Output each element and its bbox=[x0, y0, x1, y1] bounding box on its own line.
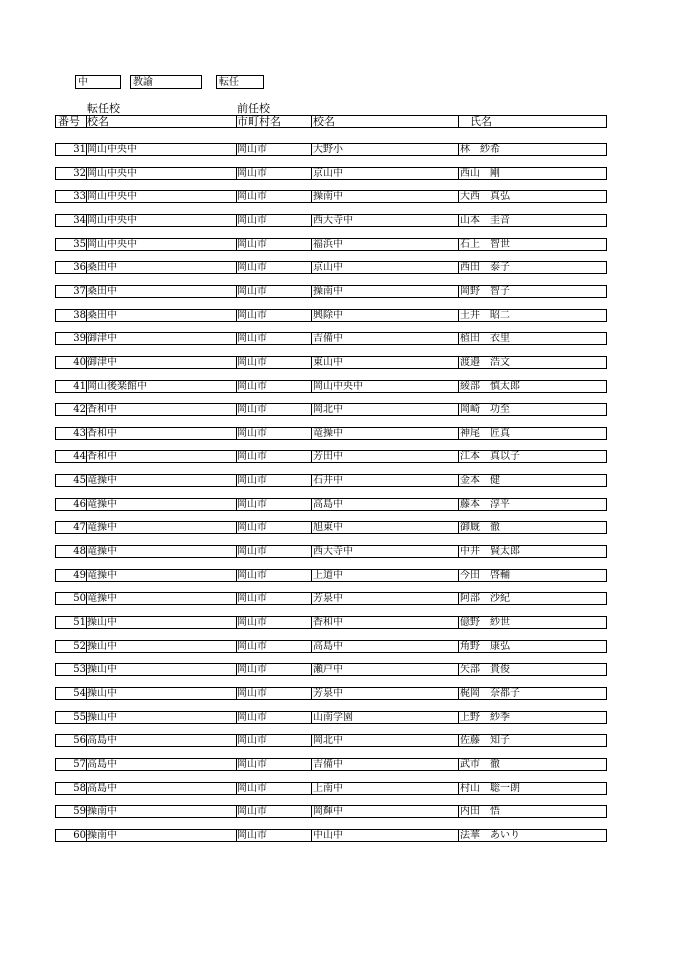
table-row bbox=[55, 427, 607, 440]
table-row bbox=[55, 663, 607, 676]
row-new-school: 竜操中 bbox=[87, 522, 117, 534]
row-teacher-name: 石上 智世 bbox=[460, 238, 510, 250]
row-new-school: 香和中 bbox=[87, 427, 117, 439]
row-number: 60 bbox=[73, 829, 86, 841]
table-row bbox=[55, 829, 607, 842]
row-teacher-name: 林 紗希 bbox=[460, 144, 500, 155]
row-prev-school: 香和中 bbox=[313, 617, 343, 628]
row-prev-city: 岡山市 bbox=[237, 427, 267, 439]
row-number: 33 bbox=[73, 191, 86, 203]
position-field: 教諭 bbox=[130, 75, 202, 89]
row-number: 34 bbox=[73, 214, 86, 226]
table-row bbox=[55, 498, 607, 511]
row-new-school: 竜操中 bbox=[87, 475, 117, 487]
prev-school-group-header: 前任校 bbox=[237, 102, 270, 115]
row-prev-school: 大野小 bbox=[313, 144, 343, 155]
row-number: 39 bbox=[73, 333, 86, 345]
row-new-school: 桑田中 bbox=[87, 285, 117, 297]
row-new-school: 岡山後楽館中 bbox=[87, 380, 147, 392]
row-number: 53 bbox=[73, 664, 86, 676]
row-prev-city: 岡山市 bbox=[237, 167, 267, 179]
row-teacher-name: 岡野 智子 bbox=[460, 285, 510, 297]
row-new-school: 岡山中央中 bbox=[87, 238, 137, 250]
row-prev-city: 岡山市 bbox=[237, 687, 267, 699]
row-prev-school: 中山中 bbox=[313, 829, 343, 841]
row-new-school: 操山中 bbox=[87, 711, 117, 723]
row-new-school: 操山中 bbox=[87, 687, 117, 699]
row-number: 48 bbox=[73, 546, 86, 558]
row-prev-city: 岡山市 bbox=[237, 356, 267, 368]
row-new-school: 岡山中央中 bbox=[87, 191, 137, 203]
row-prev-city: 岡山市 bbox=[237, 498, 267, 510]
row-number: 41 bbox=[73, 380, 86, 392]
table-row bbox=[55, 190, 607, 203]
row-new-school: 竜操中 bbox=[87, 546, 117, 558]
row-new-school: 竜操中 bbox=[87, 569, 117, 581]
row-number: 40 bbox=[73, 356, 86, 368]
table-row bbox=[55, 309, 607, 322]
table-row bbox=[55, 380, 607, 393]
table-row bbox=[55, 143, 607, 156]
row-teacher-name: 西山 剛 bbox=[460, 167, 500, 179]
row-number: 36 bbox=[73, 262, 86, 274]
row-prev-school: 吉備中 bbox=[313, 758, 343, 770]
table-row bbox=[55, 238, 607, 251]
school-level-field: 中 bbox=[75, 75, 121, 89]
row-new-school: 桑田中 bbox=[87, 309, 117, 321]
table-row bbox=[55, 214, 607, 227]
row-prev-city: 岡山市 bbox=[237, 640, 267, 652]
row-prev-city: 岡山市 bbox=[237, 758, 267, 770]
row-prev-city: 岡山市 bbox=[237, 617, 267, 628]
row-new-school: 高島中 bbox=[87, 782, 117, 794]
header-name: 氏名 bbox=[470, 115, 492, 128]
row-new-school: 高島中 bbox=[87, 735, 117, 747]
row-new-school: 操山中 bbox=[87, 617, 117, 628]
row-number: 58 bbox=[73, 782, 86, 794]
row-prev-city: 岡山市 bbox=[237, 593, 267, 605]
row-teacher-name: 御厩 徹 bbox=[460, 522, 500, 534]
table-row bbox=[55, 616, 607, 629]
table-row bbox=[55, 261, 607, 274]
row-new-school: 岡山中央中 bbox=[87, 214, 137, 226]
row-number: 55 bbox=[73, 711, 86, 723]
table-row bbox=[55, 592, 607, 605]
table-row bbox=[55, 356, 607, 369]
row-teacher-name: 上野 紗季 bbox=[460, 711, 510, 723]
row-prev-school: 旭東中 bbox=[313, 522, 343, 534]
row-prev-school: 山南学園 bbox=[313, 711, 353, 723]
row-prev-city: 岡山市 bbox=[237, 238, 267, 250]
row-prev-school: 西大寺中 bbox=[313, 546, 353, 558]
row-prev-city: 岡山市 bbox=[237, 191, 267, 203]
row-number: 54 bbox=[73, 687, 86, 699]
row-number: 38 bbox=[73, 309, 86, 321]
row-teacher-name: 大西 真弘 bbox=[460, 191, 510, 203]
row-prev-city: 岡山市 bbox=[237, 144, 267, 155]
row-new-school: 香和中 bbox=[87, 404, 117, 416]
table-row bbox=[55, 450, 607, 463]
row-teacher-name: 村山 聡一朗 bbox=[460, 782, 520, 794]
table-row bbox=[55, 474, 607, 487]
transfer-type-field: 転任 bbox=[216, 75, 264, 89]
table-row bbox=[55, 782, 607, 795]
row-number: 32 bbox=[73, 167, 86, 179]
row-prev-school: 岡北中 bbox=[313, 404, 343, 416]
row-new-school: 操南中 bbox=[87, 806, 117, 818]
row-teacher-name: 今田 啓輔 bbox=[460, 569, 510, 581]
row-prev-school: 瀬戸中 bbox=[313, 664, 343, 676]
row-prev-city: 岡山市 bbox=[237, 309, 267, 321]
row-teacher-name: 岡崎 功至 bbox=[460, 404, 510, 416]
row-prev-school: 高島中 bbox=[313, 640, 343, 652]
header-school: 校名 bbox=[87, 115, 109, 128]
table-row bbox=[55, 545, 607, 558]
header-prev-school: 校名 bbox=[313, 115, 335, 128]
new-school-group-header: 転任校 bbox=[87, 102, 120, 115]
row-new-school: 桑田中 bbox=[87, 262, 117, 274]
row-number: 56 bbox=[73, 735, 86, 747]
table-row bbox=[55, 521, 607, 534]
row-prev-school: 吉備中 bbox=[313, 333, 343, 345]
row-teacher-name: 金本 健 bbox=[460, 475, 500, 487]
row-prev-school: 上南中 bbox=[313, 782, 343, 794]
row-new-school: 御津中 bbox=[87, 333, 117, 345]
row-prev-city: 岡山市 bbox=[237, 404, 267, 416]
row-prev-city: 岡山市 bbox=[237, 569, 267, 581]
table-row bbox=[55, 285, 607, 298]
row-prev-school: 高島中 bbox=[313, 498, 343, 510]
row-teacher-name: 億野 紗世 bbox=[460, 617, 510, 628]
row-prev-school: 上道中 bbox=[313, 569, 343, 581]
row-prev-city: 岡山市 bbox=[237, 285, 267, 297]
row-number: 52 bbox=[73, 640, 86, 652]
row-number: 37 bbox=[73, 285, 86, 297]
row-teacher-name: 角野 康弘 bbox=[460, 640, 510, 652]
row-new-school: 操南中 bbox=[87, 829, 117, 841]
header-prev-city: 市町村名 bbox=[237, 115, 281, 128]
row-prev-city: 岡山市 bbox=[237, 829, 267, 841]
row-prev-school: 芳田中 bbox=[313, 451, 343, 463]
row-new-school: 竜操中 bbox=[87, 593, 117, 605]
table-header-row bbox=[55, 115, 607, 128]
row-new-school: 竜操中 bbox=[87, 498, 117, 510]
row-teacher-name: 植田 衣里 bbox=[460, 333, 510, 345]
table-row bbox=[55, 758, 607, 771]
row-prev-city: 岡山市 bbox=[237, 711, 267, 723]
row-prev-city: 岡山市 bbox=[237, 782, 267, 794]
row-number: 31 bbox=[73, 144, 86, 155]
table-row bbox=[55, 569, 607, 582]
row-prev-city: 岡山市 bbox=[237, 333, 267, 345]
row-prev-city: 岡山市 bbox=[237, 214, 267, 226]
row-new-school: 香和中 bbox=[87, 451, 117, 463]
row-prev-school: 石井中 bbox=[313, 475, 343, 487]
row-prev-school: 操南中 bbox=[313, 285, 343, 297]
row-prev-school: 芳泉中 bbox=[313, 687, 343, 699]
row-teacher-name: 内田 悟 bbox=[460, 806, 500, 818]
table-row bbox=[55, 403, 607, 416]
row-prev-city: 岡山市 bbox=[237, 664, 267, 676]
table-row bbox=[55, 687, 607, 700]
row-number: 49 bbox=[73, 569, 86, 581]
row-new-school: 御津中 bbox=[87, 356, 117, 368]
row-number: 47 bbox=[73, 522, 86, 534]
row-prev-school: 興除中 bbox=[313, 309, 343, 321]
row-teacher-name: 法華 あいり bbox=[460, 829, 520, 841]
row-prev-school: 操南中 bbox=[313, 191, 343, 203]
row-prev-city: 岡山市 bbox=[237, 475, 267, 487]
table-row bbox=[55, 167, 607, 180]
row-number: 44 bbox=[73, 451, 86, 463]
row-number: 42 bbox=[73, 404, 86, 416]
table-row bbox=[55, 805, 607, 818]
row-teacher-name: 梶岡 奈都子 bbox=[460, 687, 520, 699]
row-prev-city: 岡山市 bbox=[237, 451, 267, 463]
row-teacher-name: 佐藤 知子 bbox=[460, 735, 510, 747]
row-number: 51 bbox=[73, 617, 86, 628]
row-prev-city: 岡山市 bbox=[237, 522, 267, 534]
header-number: 番号 bbox=[58, 115, 80, 128]
row-prev-school: 竜操中 bbox=[313, 427, 343, 439]
row-number: 57 bbox=[73, 758, 86, 770]
row-teacher-name: 神尾 匠真 bbox=[460, 427, 510, 439]
row-number: 45 bbox=[73, 475, 86, 487]
row-prev-school: 京山中 bbox=[313, 262, 343, 274]
row-prev-city: 岡山市 bbox=[237, 262, 267, 274]
table-row bbox=[55, 640, 607, 653]
row-teacher-name: 渡邉 浩文 bbox=[460, 356, 510, 368]
row-prev-school: 京山中 bbox=[313, 167, 343, 179]
row-prev-school: 東山中 bbox=[313, 356, 343, 368]
row-teacher-name: 武市 徹 bbox=[460, 758, 500, 770]
row-prev-school: 芳泉中 bbox=[313, 593, 343, 605]
row-prev-school: 西大寺中 bbox=[313, 214, 353, 226]
row-teacher-name: 阿部 沙紀 bbox=[460, 593, 510, 605]
row-teacher-name: 江本 真以子 bbox=[460, 451, 520, 463]
row-number: 35 bbox=[73, 238, 86, 250]
row-new-school: 操山中 bbox=[87, 664, 117, 676]
row-number: 59 bbox=[73, 806, 86, 818]
row-prev-city: 岡山市 bbox=[237, 380, 267, 392]
row-number: 43 bbox=[73, 427, 86, 439]
table-row bbox=[55, 332, 607, 345]
row-prev-city: 岡山市 bbox=[237, 735, 267, 747]
row-teacher-name: 藤本 淳平 bbox=[460, 498, 510, 510]
row-new-school: 岡山中央中 bbox=[87, 167, 137, 179]
row-prev-city: 岡山市 bbox=[237, 806, 267, 818]
table-row bbox=[55, 711, 607, 724]
row-prev-school: 岡山中央中 bbox=[313, 380, 363, 392]
row-number: 50 bbox=[73, 593, 86, 605]
row-new-school: 操山中 bbox=[87, 640, 117, 652]
row-teacher-name: 山本 圭音 bbox=[460, 214, 510, 226]
row-prev-school: 岡輝中 bbox=[313, 806, 343, 818]
row-prev-city: 岡山市 bbox=[237, 546, 267, 558]
row-prev-school: 岡北中 bbox=[313, 735, 343, 747]
row-teacher-name: 綾部 慎太郎 bbox=[460, 380, 520, 392]
row-teacher-name: 矢部 貴俊 bbox=[460, 664, 510, 676]
table-row bbox=[55, 734, 607, 747]
row-teacher-name: 土井 昭二 bbox=[460, 309, 510, 321]
row-prev-school: 福浜中 bbox=[313, 238, 343, 250]
row-new-school: 岡山中央中 bbox=[87, 144, 137, 155]
row-teacher-name: 西田 泰子 bbox=[460, 262, 510, 274]
row-number: 46 bbox=[73, 498, 86, 510]
row-new-school: 高島中 bbox=[87, 758, 117, 770]
row-teacher-name: 中井 賢太郎 bbox=[460, 546, 520, 558]
